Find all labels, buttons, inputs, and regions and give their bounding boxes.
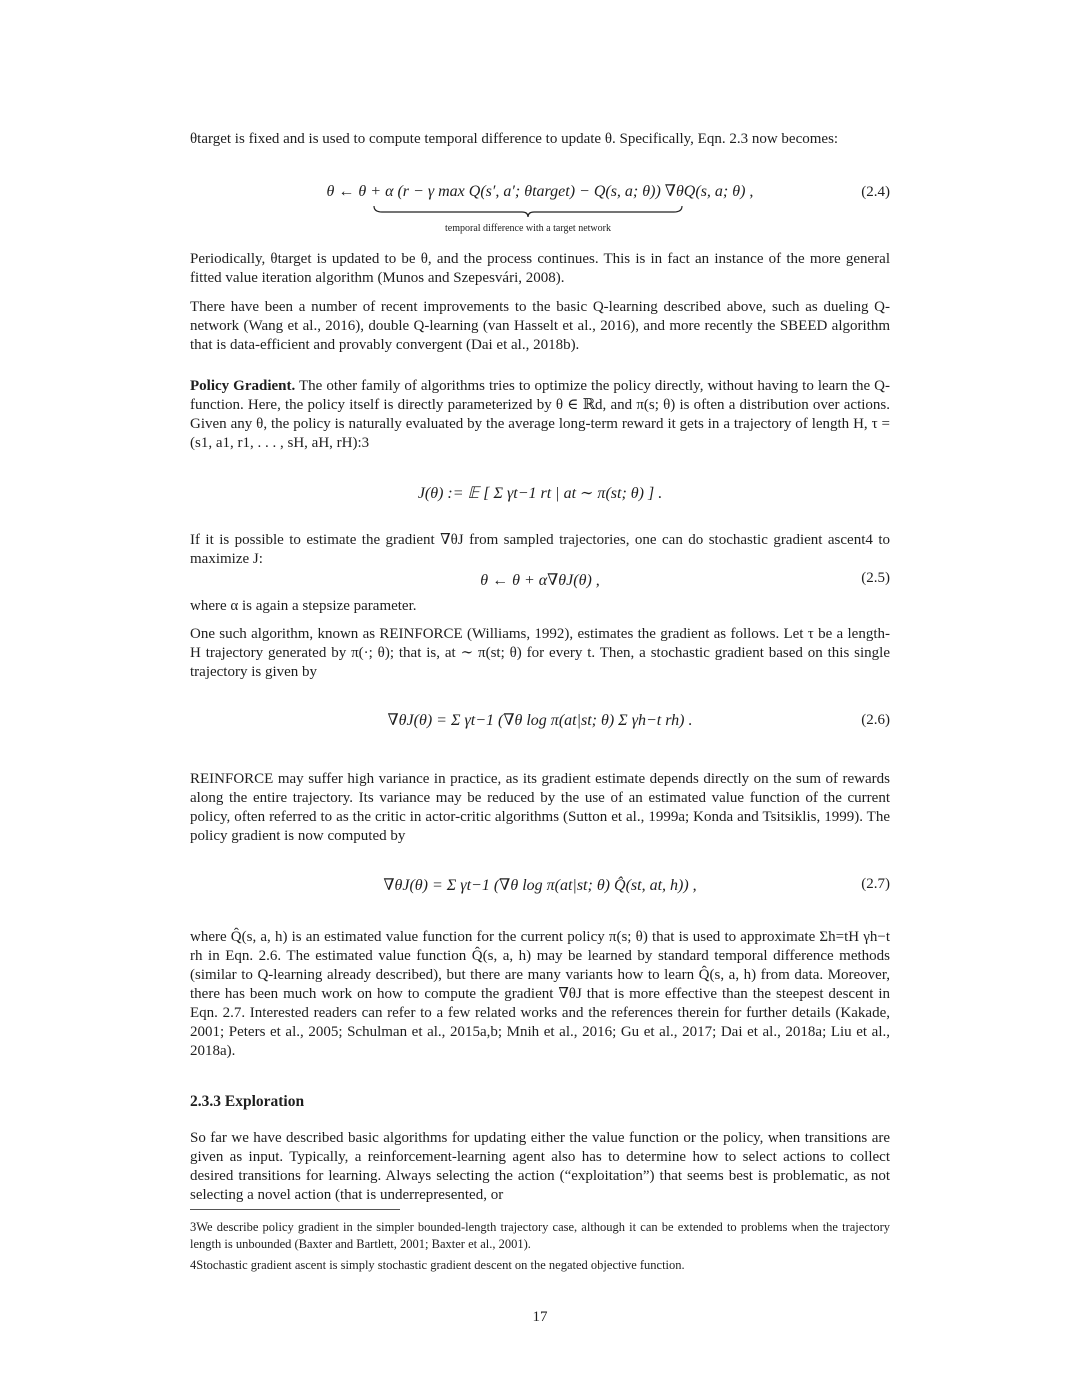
equation-2-7 [190, 875, 890, 895]
paragraph-policy-gradient [190, 377, 890, 453]
equation-2-7-expr: ∇θJ(θ) = Σ γt−1 (∇θ log π(at|st; θ) Q̂(st, at, h)) , [383, 877, 697, 894]
paragraph-variance: REINFORCE may suffer high variance in practice, as its gradient estimate depends directly on the sum of rewards along the entire trajectory. Its variance may be reduced by the use of an estimated value function of the current policy, often referred to as the critic in actor-critic algorithms (Sutton et al., 1999a; Konda and Tsitsiklis, 1999). The policy gradient is now computed by [190, 771, 890, 844]
equation-J [190, 483, 890, 503]
equation-2-4-expr: θ ← θ + α (r − γ max Q(s′, a′; θtarget) − Q(s, a; θ)) ∇θQ(s, a; θ) , [326, 183, 754, 200]
paragraph-intro: θtarget is fixed and is used to compute temporal difference to update θ. Specifically, Eqn. 2.3 now becomes: [190, 131, 839, 147]
policy-gradient-heading: Policy Gradient. [190, 378, 296, 394]
equation-2-4 [190, 181, 890, 201]
policy-gradient-body: The other family of algorithms tries to optimize the policy directly, without having to learn the Q-function. Here, the policy itself is directly parameterized by θ ∈ ℝd, and π(s; θ) is often a distribution over actions. Given any θ, the policy is naturally evaluated by the average long-term reward it gets in a trajectory of length H, τ = (s1, a1, r1, . . . , sH, aH, rH):3 [190, 378, 890, 451]
equation-J-expr: J(θ) := 𝔼 [ Σ γt−1 rt | at ∼ π(st; θ) ] . [417, 485, 663, 502]
underbrace-label: temporal difference with a target network [445, 223, 611, 234]
equation-2-6 [190, 710, 890, 730]
paragraph-stepsize: where α is again a stepsize parameter. [190, 598, 417, 614]
page-number: 17 [532, 1309, 548, 1325]
equation-2-7-number: (2.7) [861, 876, 890, 892]
paragraph-periodically: Periodically, θtarget is updated to be θ, and the process continues. This is in fact an instance of the more general fitted value iteration algorithm (Munos and Szepesvári, 2008). [190, 251, 890, 286]
paragraph-reinforce: One such algorithm, known as REINFORCE (Williams, 1992), estimates the gradient as follows. Let τ be a length-H trajectory generated by π(·; θ); that is, at ∼ π(st; θ) for every t. Then, a stochastic gradient based on this single trajectory is given by [190, 626, 890, 680]
equation-2-5-expr: θ ← θ + α∇θJ(θ) , [480, 572, 600, 589]
equation-2-5-number: (2.5) [861, 570, 890, 586]
equation-2-6-number: (2.6) [861, 712, 890, 728]
equation-2-5 [190, 570, 890, 590]
footnote-divider [190, 1209, 400, 1210]
footnote-3: 3We describe policy gradient in the simpler bounded-length trajectory case, although it can be extended to problems when the trajectory length is unbounded (Baxter and Bartlett, 2001; Baxter et al., 2001). [190, 1220, 890, 1251]
paragraph-critic: where Q̂(s, a, h) is an estimated value function for the current policy π(s; θ) that is used to approximate Σh=tH γh−t rh in Eqn. 2.6. The estimated value function Q̂(s, a, h) may be learned by standard temporal difference methods (similar to Q-learning already described), but there are many variants how to learn Q̂(s, a, h) from data. Moreover, there has been much work on how to compute the gradient ∇θJ that is more effective than the steepest descent in Eqn. 2.7. Interested readers can refer to a few related works and the references therein for further details (Kakade, 2001; Peters et al., 2005; Schulman et al., 2015a,b; Mnih et al., 2016; Gu et al., 2017; Dai et al., 2018a; Liu et al., 2018a). [190, 929, 890, 1059]
footnote-4: 4Stochastic gradient ascent is simply stochastic gradient descent on the negated objective function. [190, 1258, 685, 1272]
paragraph-gradient-ascent: If it is possible to estimate the gradient ∇θJ from sampled trajectories, one can do stochastic gradient ascent4 to maximize J: [190, 532, 890, 567]
equation-2-6-expr: ∇θJ(θ) = Σ γt−1 (∇θ log π(at|st; θ) Σ γh−t rh) . [387, 712, 693, 729]
paragraph-improvements: There have been a number of recent improvements to the basic Q-learning described above, such as dueling Q-network (Wang et al., 2016), double Q-learning (van Hasselt et al., 2016), and more recently the SBEED algorithm that is data-efficient and provably convergent (Dai et al., 2018b). [190, 299, 890, 353]
paragraph-exploration: So far we have described basic algorithms for updating either the value function or the policy, when transitions are given as input. Typically, a reinforcement-learning agent also has to determine how to select actions to collect desired transitions for learning. Always selecting the action (“exploitation”) that seems best is problematic, as not selecting a novel action (that is underrepresented, or [190, 1130, 890, 1203]
underbrace-icon [372, 204, 684, 218]
equation-2-4-number: (2.4) [861, 184, 890, 200]
section-heading-exploration: 2.3.3 Exploration [190, 1093, 305, 1110]
